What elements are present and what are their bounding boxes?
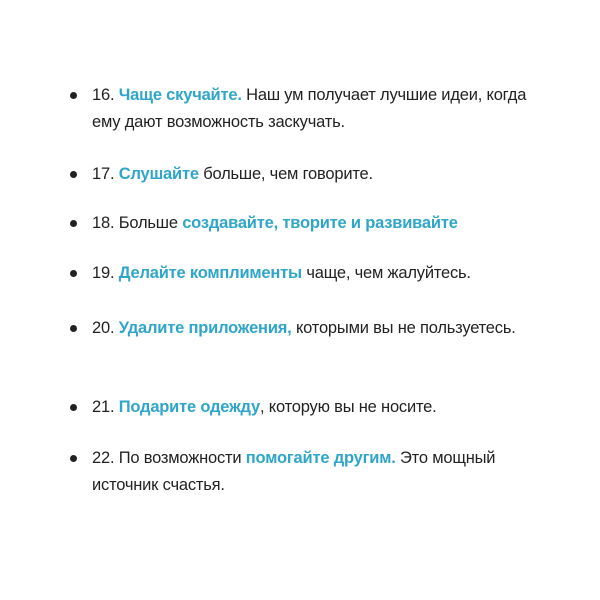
tip-text-after: которыми вы не пользуетесь. — [291, 319, 516, 337]
list-item — [70, 315, 540, 394]
tip-number: 17. — [92, 165, 115, 183]
tips-list — [70, 82, 540, 505]
tip-number: 22. — [92, 449, 115, 467]
tip-number: 16. — [92, 86, 115, 104]
list-item — [70, 161, 540, 210]
tip-number: 19. — [92, 264, 115, 282]
tip-highlight: помогайте другим. — [245, 449, 396, 467]
bullet-icon — [70, 171, 77, 178]
bullet-icon — [70, 220, 77, 227]
tip-text-after: , которую вы не носите. — [260, 398, 437, 416]
tip-text-after: Наш ум получает лучшие идеи, когда ему дают возможность заскучать. — [92, 86, 527, 131]
list-item — [70, 260, 540, 315]
tip-highlight: Делайте комплименты — [118, 264, 302, 282]
tip-highlight: Удалите приложения, — [118, 319, 292, 337]
bullet-icon — [70, 455, 77, 462]
list-item — [70, 210, 540, 260]
bullet-icon — [70, 270, 77, 277]
tip-number: 21. — [92, 398, 115, 416]
list-item — [70, 445, 540, 505]
tip-number: 20. — [92, 319, 115, 337]
bullet-icon — [70, 92, 77, 99]
bullet-icon — [70, 404, 77, 411]
tip-text-before: По возможности — [118, 449, 246, 467]
bullet-icon — [70, 325, 77, 332]
tip-highlight: Чаще скучайте. — [118, 86, 242, 104]
tip-text-after: Это мощный источник счастья. — [92, 449, 496, 494]
list-item — [70, 82, 540, 161]
tip-text-after: больше, чем говорите. — [198, 165, 373, 183]
tip-highlight: Слушайте — [118, 165, 199, 183]
tip-text-before: Больше — [118, 214, 183, 232]
tip-number: 18. — [92, 214, 115, 232]
tip-text-after: чаще, чем жалуйтесь. — [301, 264, 471, 282]
list-item — [70, 394, 540, 445]
tip-highlight: Подарите одежду — [118, 398, 261, 416]
tip-highlight: создавайте, творите и развивайте — [182, 214, 458, 232]
